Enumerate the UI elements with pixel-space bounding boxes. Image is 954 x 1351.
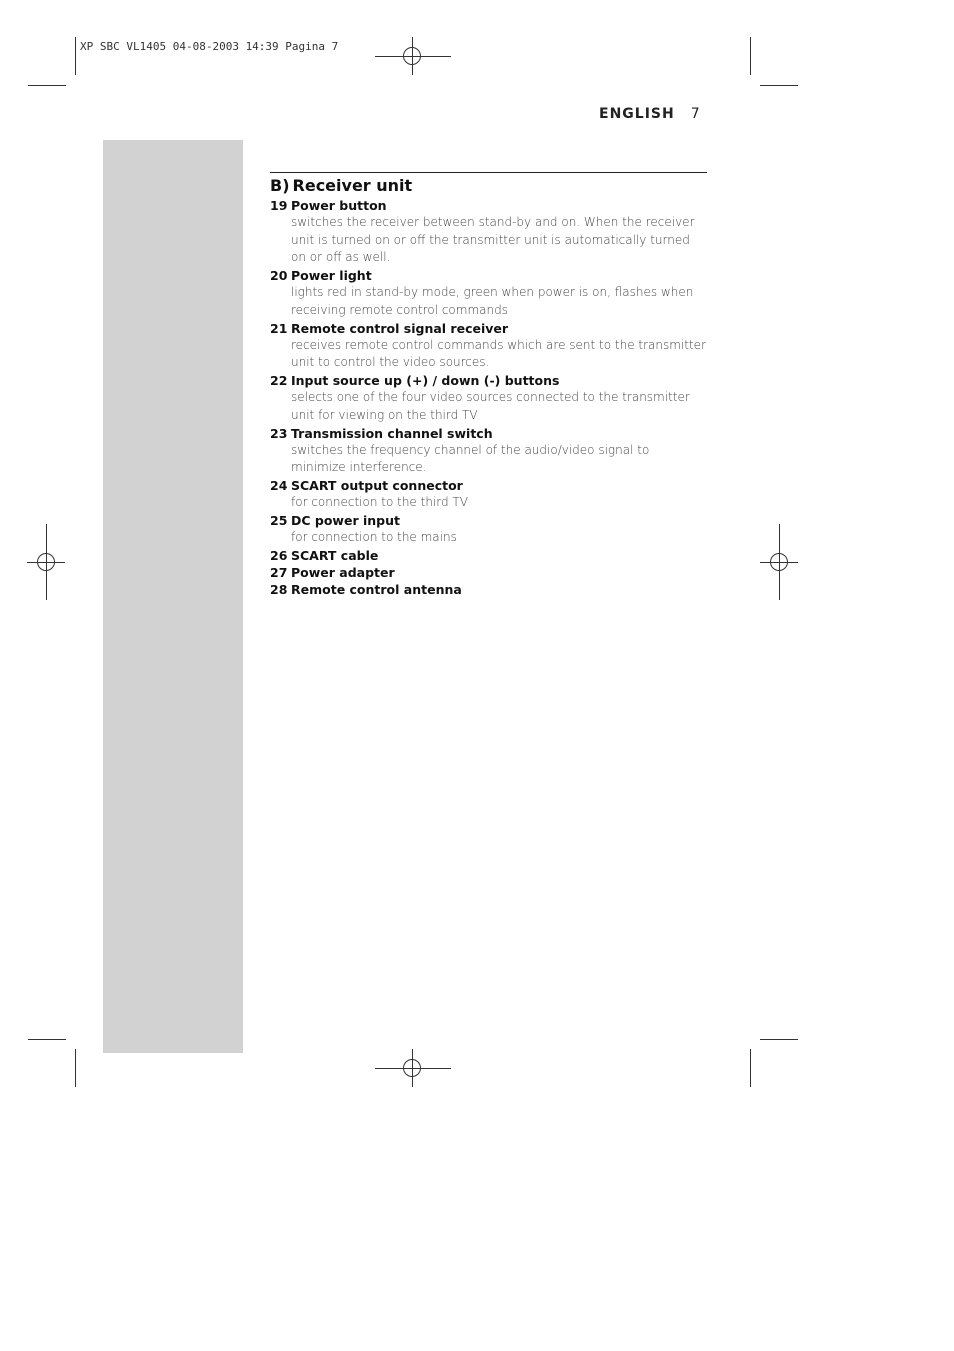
crop-mark-top-right-v [750,37,751,75]
item-title: Power button [291,198,387,213]
list-item [270,547,707,564]
item-title: Remote control signal receiver [291,320,509,336]
page-header [599,106,709,122]
section-title-text: Receiver unit [292,176,413,195]
list-item [270,477,707,512]
item-title: Power light [291,268,372,283]
item-title: Input source up (+) / down (-) buttons [291,373,560,388]
crop-mark-bottom-left-v [75,1049,76,1087]
item-title: DC power input [291,513,400,528]
item-number: 22 [270,373,288,388]
item-heading [270,197,707,214]
item-description: switches the receiver between stand-by and on. When the receiver unit is turned on or off the transmitter unit is automatically turned on or off as well. [291,215,695,264]
crop-mark-bottom-right-v [750,1049,751,1087]
item-number: 20 [270,268,288,283]
list-item [270,581,707,598]
item-heading [270,547,707,564]
item-heading [270,320,707,337]
margin-gray-band [103,140,243,1053]
item-number: 21 [270,320,288,336]
item-title: SCART cable [291,548,379,563]
section-letter: B) [270,176,290,195]
list-item [270,267,707,319]
item-title: Power adapter [291,565,395,580]
crop-mark-bottom-left-h [28,1039,66,1040]
item-number: 23 [270,425,288,441]
list-item [270,197,707,267]
item-description: receives remote control commands which are sent to the transmitter unit to control the video sources. [291,337,706,369]
list-item [270,425,707,477]
item-number: 24 [270,478,288,493]
crop-mark-top-left-v [75,37,76,75]
list-item [270,320,707,372]
item-heading [270,477,707,494]
item-title: Transmission channel switch [291,425,493,441]
print-slug-line: XP SBC VL1405 04-08-2003 14:39 Pagina 7 [80,40,339,53]
item-heading [270,267,707,284]
item-description: selects one of the four video sources connected to the transmitter unit for viewing on the third TV [291,390,690,422]
item-title: Remote control antenna [291,582,462,597]
page-number: 7 [690,106,700,122]
item-heading [270,372,707,389]
crop-mark-top-left-h [28,85,66,86]
item-number: 19 [270,198,288,213]
item-number: 27 [270,565,288,580]
item-heading [270,512,707,529]
item-number: 28 [270,582,288,597]
item-number: 26 [270,548,288,563]
item-number: 25 [270,513,288,528]
item-description: switches the frequency channel of the audio/video signal to minimize interference. [291,442,650,474]
language-label: ENGLISH [599,106,675,122]
item-list [270,197,707,598]
item-heading [270,581,707,598]
item-description: lights red in stand-by mode, green when power is on, flashes when receiving remote control commands [291,285,694,317]
item-heading [270,425,707,442]
item-title: SCART output connector [291,478,463,493]
list-item [270,564,707,581]
section-title [270,176,707,195]
item-description: for connection to the mains [291,530,457,544]
list-item [270,512,707,547]
content-column [270,172,707,598]
item-heading [270,564,707,581]
list-item [270,372,707,424]
item-description: for connection to the third TV [291,495,468,509]
crop-mark-top-right-h [760,85,798,86]
crop-mark-bottom-right-h [760,1039,798,1040]
